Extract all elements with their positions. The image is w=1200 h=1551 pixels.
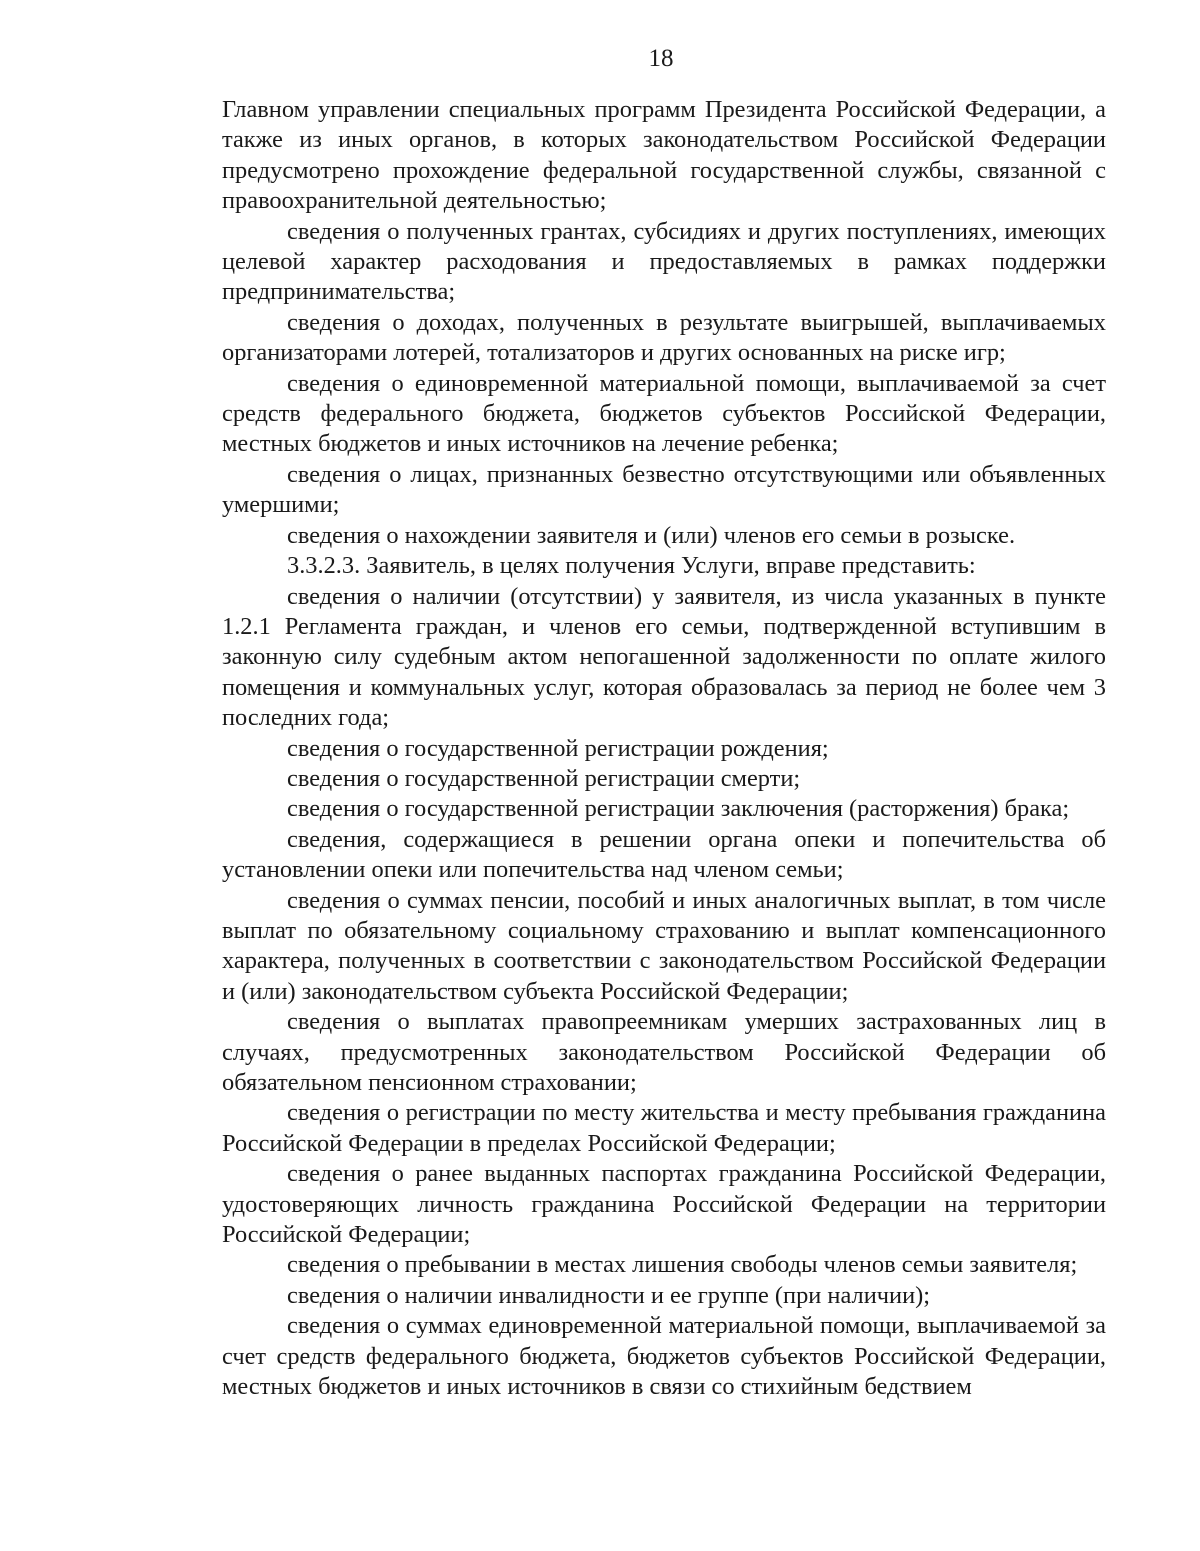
paragraph: сведения о пребывании в местах лишения свободы членов семьи заявителя;	[287, 1251, 1078, 1279]
paragraph: сведения о лицах, признанных безвестно отсутствующими или объявленных умершими;	[222, 460, 1106, 519]
page-number: 18	[648, 45, 674, 72]
paragraph: сведения о наличии (отсутствии) у заявителя, из числа указанных в пункте 1.2.1 Регламента граждан, и членов его семьи, подтвержденной вступившим в законную силу судебным актом непогашенной задолженности по оплате жилого помещения и коммунальных услуг, которая образовалась за период не более чем 3 последних года;	[222, 582, 1106, 732]
paragraph: сведения о суммах пенсии, пособий и иных аналогичных выплат, в том числе выплат по обязательному социальному страхованию и выплат компенсационного характера, полученных в соответствии с законодательством Российской Федерации и (или) законодательством субъекта Российской Федерации;	[222, 886, 1106, 1005]
paragraph: сведения о ранее выданных паспортах гражданина Российской Федерации, удостоверяющих личность гражданина Российской Федерации на территории Российской Федерации;	[222, 1160, 1106, 1249]
paragraph: сведения о наличии инвалидности и ее группе (при наличии);	[287, 1281, 931, 1309]
paragraph: Главном управлении специальных программ Президента Российской Федерации, а также из иных органов, в которых законодательством Российской Федерации предусмотрено прохождение федеральной государственной службы, связанной с правоохранительной деятельностью;	[222, 96, 1106, 215]
paragraph: сведения о государственной регистрации заключения (расторжения) брака;	[287, 795, 1070, 823]
section-heading-paragraph: 3.3.2.3. Заявитель, в целях получения Услуги, вправе представить:	[287, 552, 976, 580]
paragraph: сведения, содержащиеся в решении органа опеки и попечительства об установлении опеки или попечительства над членом семьи;	[222, 825, 1106, 884]
paragraph: сведения о доходах, полученных в результате выигрышей, выплачиваемых организаторами лотерей, тотализаторов и других основанных на риске игр;	[222, 308, 1106, 367]
paragraph: сведения о суммах единовременной материальной помощи, выплачиваемой за счет средств федерального бюджета, бюджетов субъектов Российской Федерации, местных бюджетов и иных источников в связи со стихийным бедствием	[222, 1312, 1106, 1401]
paragraph: сведения о единовременной материальной помощи, выплачиваемой за счет средств федерального бюджета, бюджетов субъектов Российской Федерации, местных бюджетов и иных источников на лечение ребенка;	[222, 369, 1106, 458]
document-body	[222, 95, 1106, 1402]
paragraph: сведения о государственной регистрации смерти;	[287, 764, 801, 792]
paragraph: сведения о нахождении заявителя и (или) членов его семьи в розыске.	[287, 521, 1016, 549]
paragraph: сведения о выплатах правопреемникам умерших застрахованных лиц в случаях, предусмотренных законодательством Российской Федерации об обязательном пенсионном страховании;	[222, 1008, 1106, 1096]
paragraph: сведения о полученных грантах, субсидиях и других поступлениях, имеющих целевой характер расходования и предоставляемых в рамках поддержки предпринимательства;	[222, 217, 1106, 306]
paragraph: сведения о регистрации по месту жительства и месту пребывания гражданина Российской Федерации в пределах Российской Федерации;	[222, 1099, 1106, 1157]
paragraph: сведения о государственной регистрации рождения;	[287, 734, 829, 762]
